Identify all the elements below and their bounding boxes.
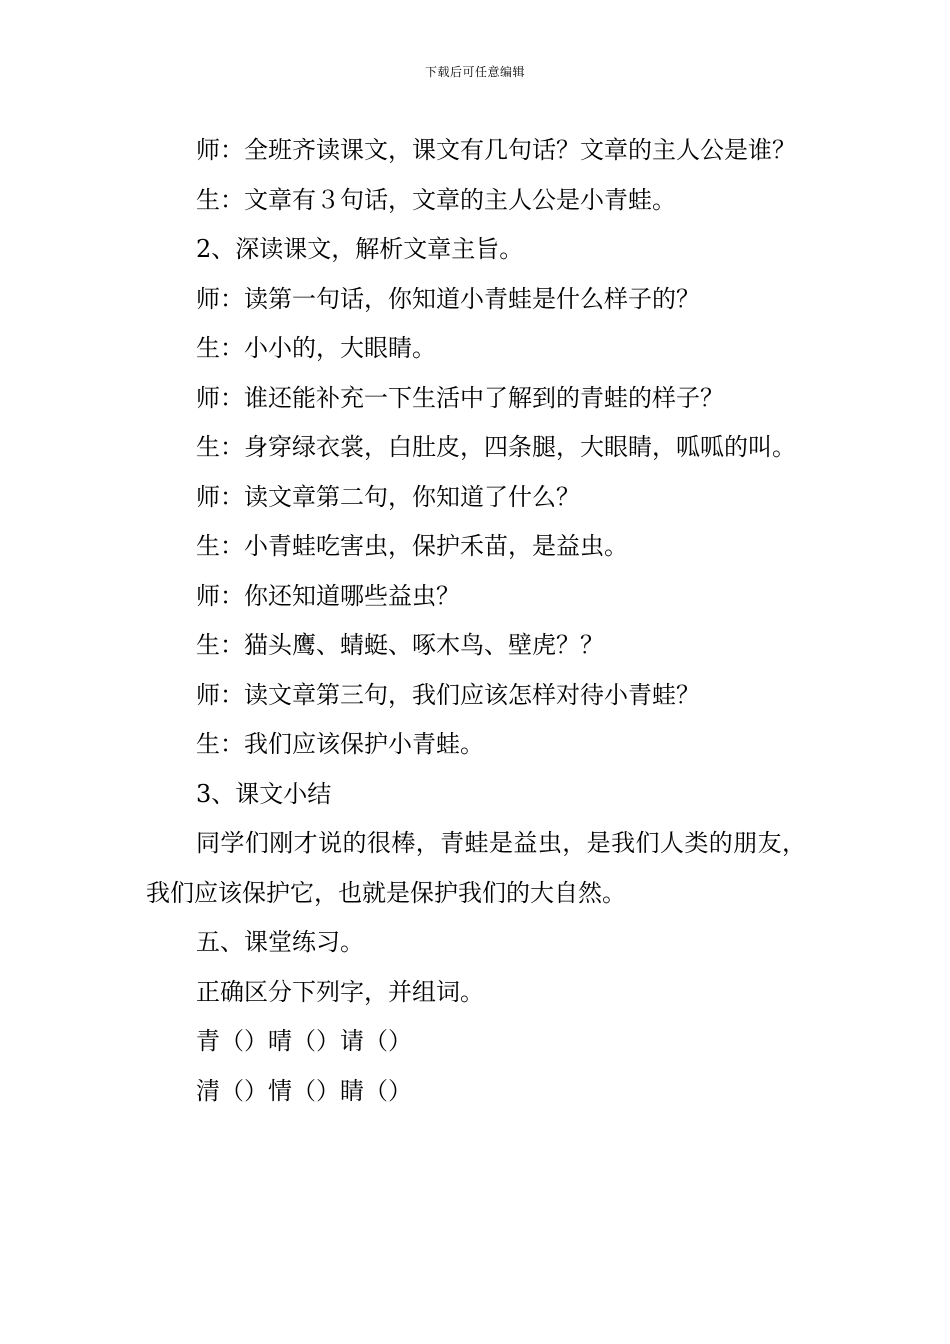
- paragraph-student-answer-1: 生：文章有３句话，文章的主人公是小青蛙。: [196, 185, 676, 214]
- paragraph-teacher-question-1: 师：全班齐读课文，课文有几句话？文章的主人公是谁？: [196, 136, 796, 164]
- paragraph-section-5-heading: 五、课堂练习。: [196, 928, 364, 956]
- paragraph-exercise-line-2: 清（）情（）睛（）: [196, 1076, 412, 1105]
- page-header-note: 下载后可任意编辑: [424, 65, 525, 79]
- paragraph-exercise-line-1: 青（）晴（）请（）: [196, 1027, 412, 1055]
- paragraph-student-answer-4: 生：小青蛙吃害虫，保护禾苗，是益虫。: [196, 532, 628, 560]
- paragraph-teacher-question-6: 师：读文章第三句，我们应该怎样对待小青蛙？: [196, 680, 700, 709]
- paragraph-student-answer-3: 生：身穿绿衣裳，白肚皮，四条腿，大眼睛，呱呱的叫。: [196, 433, 796, 461]
- paragraph-teacher-question-2: 师：读第一句话，你知道小青蛙是什么样子的？: [196, 284, 700, 313]
- paragraph-exercise-instruction: 正确区分下列字，并组词。: [196, 977, 484, 1006]
- document-body: [146, 126, 806, 1116]
- paragraph-student-answer-6: 生：我们应该保护小青蛙。: [196, 730, 484, 758]
- paragraph-student-answer-5: 生：猫头鹰、蜻蜓、啄木鸟、壁虎？？: [196, 631, 604, 659]
- paragraph-teacher-question-5: 师：你还知道哪些益虫？: [196, 581, 460, 610]
- paragraph-section-2-heading: 2、深读课文，解析文章主旨。: [196, 235, 524, 263]
- paragraph-summary: 同学们刚才说的很棒，青蛙是益虫，是我们人类的朋友，我们应该保护它，也就是保护我们的大自然。: [146, 829, 806, 907]
- paragraph-teacher-question-3: 师：谁还能补充一下生活中了解到的青蛙的样子？: [196, 383, 724, 412]
- paragraph-teacher-question-4: 师：读文章第二句，你知道了什么？: [196, 482, 580, 511]
- paragraph-section-3-heading: 3、课文小结: [196, 779, 332, 808]
- paragraph-student-answer-2: 生：小小的，大眼睛。: [196, 334, 436, 362]
